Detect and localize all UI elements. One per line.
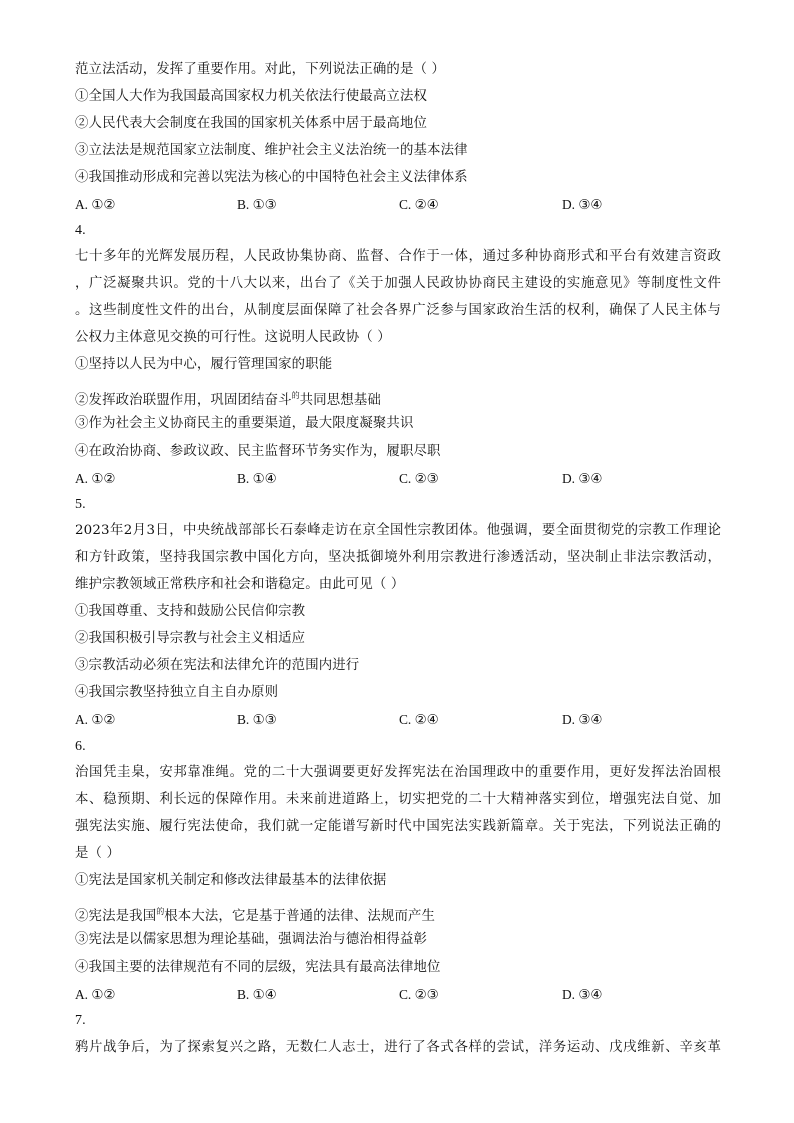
q4-stem-line-2: ，广泛凝聚共识。党的十八大以来，出台了《关于加强人民政协协商民主建设的实施意见》等制度性文件 (75, 276, 721, 291)
q4-stem-line-4: 公权力主体意见交换的可行性。这说明人民政协（ ） (75, 330, 391, 345)
q4-option-d: D. ③④ (562, 471, 603, 486)
q6-item-4: ④我国主要的法律规范有不同的层级，宪法具有最高法律地位 (75, 960, 441, 975)
q3-item-3: ③立法法是规范国家立法制度、维护社会主义法治统一的基本法律 (75, 143, 468, 158)
q6-number: 6. (75, 739, 86, 754)
q3-option-b: B. ①③ (237, 197, 277, 212)
q6-item-2-sup: 的 (156, 907, 165, 916)
q6-option-c: C. ②③ (399, 987, 439, 1002)
q4-item-2-sup: 的 (291, 391, 300, 400)
q4-stem-line-1: 七十多年的光辉发展历程，人民政协集协商、监督、合作于一体，通过多种协商形式和平台有效建言资政 (75, 249, 721, 264)
q5-item-4: ④我国宗教坚持独立自主自办原则 (75, 685, 279, 700)
q6-item-3: ③宪法是以儒家思想为理论基础，强调法治与德治相得益彰 (75, 932, 428, 947)
q6-stem-line-3: 强宪法实施、履行宪法使命，我们就一定能谱写新时代中国宪法实践新篇章。关于宪法，下列说法正确的 (75, 819, 721, 834)
q4-item-3: ③作为社会主义协商民主的重要渠道，最大限度凝聚共识 (75, 416, 414, 431)
q6-item-2-tail: 根本大法，它是基于普通的法律、法规而产生 (164, 909, 436, 924)
q3-item-4: ④我国推动形成和完善以宪法为核心的中国特色社会主义法律体系 (75, 170, 468, 185)
q4-option-c: C. ②③ (399, 471, 439, 486)
q3-stem: 范立法活动，发挥了重要作用。对此，下列说法正确的是（ ） (75, 62, 446, 77)
q3-item-2: ②人民代表大会制度在我国的国家机关体系中居于最高地位 (75, 116, 428, 131)
q3-option-c: C. ②④ (399, 197, 439, 212)
q4-stem-line-3: 。这些制度性文件的出台，从制度层面保障了社会各界广泛参与国家政治生活的权利，确保了人民主体与 (75, 303, 721, 318)
q6-stem-line-2: 本、稳预期、利长远的保障作用。未来前进道路上，切实把党的二十大精神落实到位，增强宪法自觉、加 (75, 792, 721, 807)
q6-option-a: A. ①② (75, 987, 116, 1002)
q5-option-b: B. ①③ (237, 712, 277, 727)
q5-option-a: A. ①② (75, 712, 116, 727)
q6-stem-line-1: 治国凭圭臬，安邦靠准绳。党的二十大强调要更好发挥宪法在治国理政中的重要作用，更好发挥法治固根 (75, 765, 721, 780)
q5-option-c: C. ②④ (399, 712, 439, 727)
q5-stem-line-1: 2023年2月3日，中央统战部部长石泰峰走访在京全国性宗教团体。他强调，要全面贯彻党的宗教工作理论 (75, 523, 721, 538)
q6-item-2-text: ②宪法是我国 (75, 909, 157, 924)
q7-number: 7. (75, 1013, 86, 1028)
q5-item-2: ②我国积极引导宗教与社会主义相适应 (75, 631, 306, 646)
q5-item-3: ③宗教活动必须在宪法和法律允许的范围内进行 (75, 658, 360, 673)
q5-option-d: D. ③④ (562, 712, 603, 727)
q5-item-1: ①我国尊重、支持和鼓励公民信仰宗教 (75, 604, 306, 619)
q4-item-2-text: ②发挥政治联盟作用，巩固团结奋斗 (75, 393, 292, 408)
q5-stem-line-3: 维护宗教领域正常秩序和社会和谐稳定。由此可见（ ） (75, 577, 405, 592)
q6-option-d: D. ③④ (562, 987, 603, 1002)
q6-stem-line-4: 是（ ） (75, 846, 121, 861)
q6-item-2 (75, 903, 721, 926)
q5-number: 5. (75, 497, 86, 512)
q4-item-2 (75, 387, 721, 410)
q4-option-a: A. ①② (75, 471, 116, 486)
q6-item-1: ①宪法是国家机关制定和修改法律最基本的法律依据 (75, 873, 387, 888)
q4-item-4: ④在政治协商、参政议政、民主监督环节务实作为，履职尽职 (75, 444, 441, 459)
q3-option-d: D. ③④ (562, 197, 603, 212)
q6-option-b: B. ①④ (237, 987, 277, 1002)
q4-number: 4. (75, 223, 86, 238)
q4-option-b: B. ①④ (237, 471, 277, 486)
q4-item-2-tail: 共同思想基础 (299, 393, 381, 408)
q7-stem-line-1: 鸦片战争后，为了探索复兴之路，无数仁人志士，进行了各式各样的尝试，洋务运动、戊戌维新、辛亥革 (75, 1040, 721, 1055)
q4-item-1: ①坚持以人民为中心，履行管理国家的职能 (75, 357, 333, 372)
q5-stem-line-2: 和方针政策，坚持我国宗教中国化方向，坚决抵御境外利用宗教进行渗透活动，坚决制止非法宗教活动， (75, 550, 721, 565)
q3-option-a: A. ①② (75, 197, 116, 212)
q3-item-1: ①全国人大作为我国最高国家权力机关依法行使最高立法权 (75, 89, 428, 104)
